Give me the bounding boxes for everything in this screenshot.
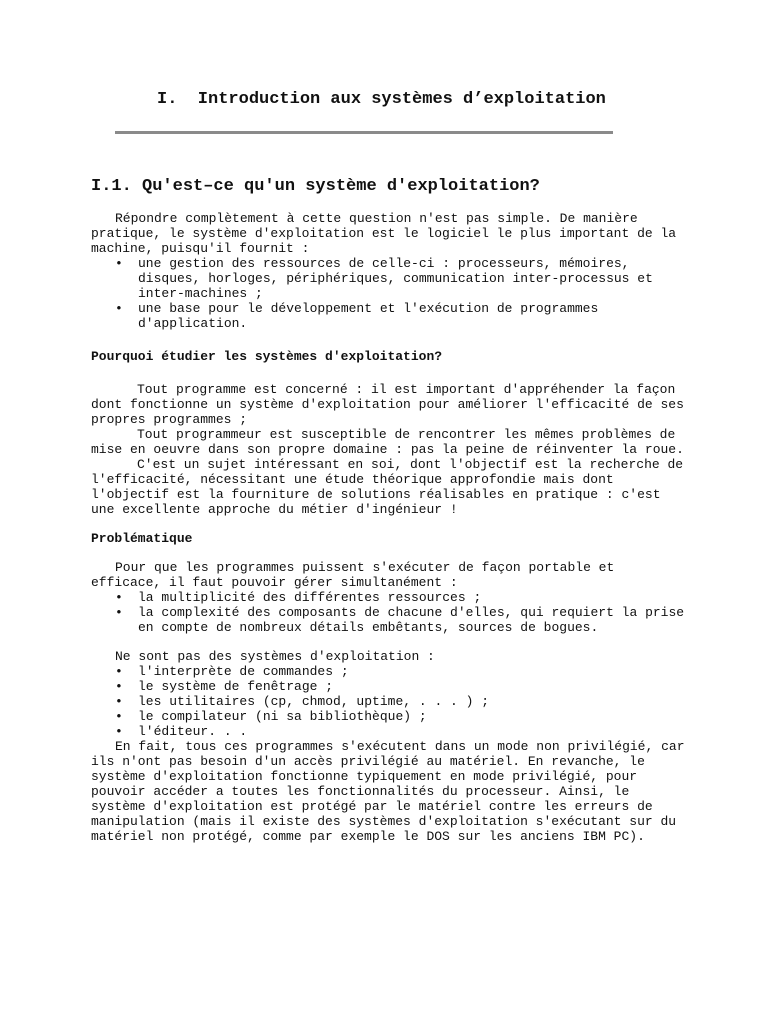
list-item-text: le système de fenêtrage ;: [138, 679, 334, 694]
problem-bullet-list: [91, 590, 691, 635]
list-item-text: l'éditeur. . .: [138, 724, 248, 739]
list-item-text: une gestion des ressources de celle-ci : processeurs, mémoires, disques, horloges, périphériques, communication inter-processus et inter-machines ;: [138, 256, 653, 301]
bullet-icon: •: [115, 590, 123, 605]
bullet-icon: •: [115, 679, 123, 694]
list-item: [91, 605, 691, 635]
list-item: [91, 694, 691, 709]
bullet-icon: •: [115, 709, 123, 724]
bullet-icon: •: [115, 301, 123, 316]
intro-paragraph: Répondre complètement à cette question n'est pas simple. De manière pratique, le système d'exploitation est le logiciel le plus important de la machine, puisqu'il fournit :: [91, 211, 677, 256]
why-paragraph: Tout programmeur est susceptible de rencontrer les mêmes problèmes de mise en oeuvre dans son propre domaine : pas la peine de réinventer la roue.: [91, 427, 684, 457]
chapter-title: I. Introduction aux systèmes d’exploitation: [157, 90, 606, 109]
bullet-icon: •: [115, 256, 123, 271]
why-heading: Pourquoi étudier les systèmes d'exploitation?: [91, 349, 443, 364]
list-item: [91, 724, 691, 739]
body-text: [91, 211, 691, 844]
bullet-icon: •: [115, 724, 123, 739]
list-item-text: la complexité des composants de chacune d'elles, qui requiert la prise en compte de nombreux détails embêtants, sources de bogues.: [138, 605, 685, 635]
list-item: [91, 664, 691, 679]
title-divider: [115, 131, 613, 134]
list-item-text: la multiplicité des différentes ressources ;: [138, 590, 482, 605]
list-item-text: l'interprète de commandes ;: [138, 664, 349, 679]
not-os-intro: Ne sont pas des systèmes d'exploitation :: [115, 649, 435, 664]
bullet-icon: •: [115, 605, 123, 620]
list-item-text: les utilitaires (cp, chmod, uptime, . . . ) ;: [138, 694, 490, 709]
section-heading: I.1. Qu'est–ce qu'un système d'exploitation?: [91, 177, 540, 196]
why-paragraph: Tout programme est concerné : il est important d'appréhender la façon dont fonctionne un système d'exploitation pour améliorer l'efficacité de ses propres programmes ;: [91, 382, 684, 427]
not-os-bullet-list: [91, 664, 691, 739]
list-item-text: une base pour le développement et l'exécution de programmes d'application.: [138, 301, 599, 331]
list-item-text: le compilateur (ni sa bibliothèque) ;: [138, 709, 427, 724]
list-item: [91, 709, 691, 724]
intro-bullet-list: [91, 256, 691, 331]
problem-intro: Pour que les programmes puissent s'exécuter de façon portable et efficace, il faut pouvoir gérer simultanément :: [91, 560, 615, 590]
bullet-icon: •: [115, 664, 123, 679]
list-item: [91, 256, 691, 301]
problem-heading: Problématique: [91, 531, 193, 546]
bullet-icon: •: [115, 694, 123, 709]
conclusion-paragraph: En fait, tous ces programmes s'exécutent dans un mode non privilégié, car ils n'ont pas besoin d'un accès privilégié au matériel. En revanche, le système d'exploitation fonctionne typiquement en mode privilégié, pour pouvoir accéder a toutes les fonctionnalités du processeur. Ainsi, le système d'exploitation est protégé par le matériel contre les erreurs de manipulation (mais il existe des systèmes d'exploitation s'exécutant sur du matériel non protégé, comme par exemple le DOS sur les anciens IBM PC).: [91, 739, 685, 844]
list-item: [91, 301, 691, 331]
list-item: [91, 590, 691, 605]
list-item: [91, 679, 691, 694]
why-paragraph: C'est un sujet intéressant en soi, dont l'objectif est la recherche de l'efficacité, nécessitant une étude théorique approfondie mais dont l'objectif est la fourniture de solutions réalisables en pratique : c'est une excellente approche du métier d'ingénieur !: [91, 457, 684, 517]
